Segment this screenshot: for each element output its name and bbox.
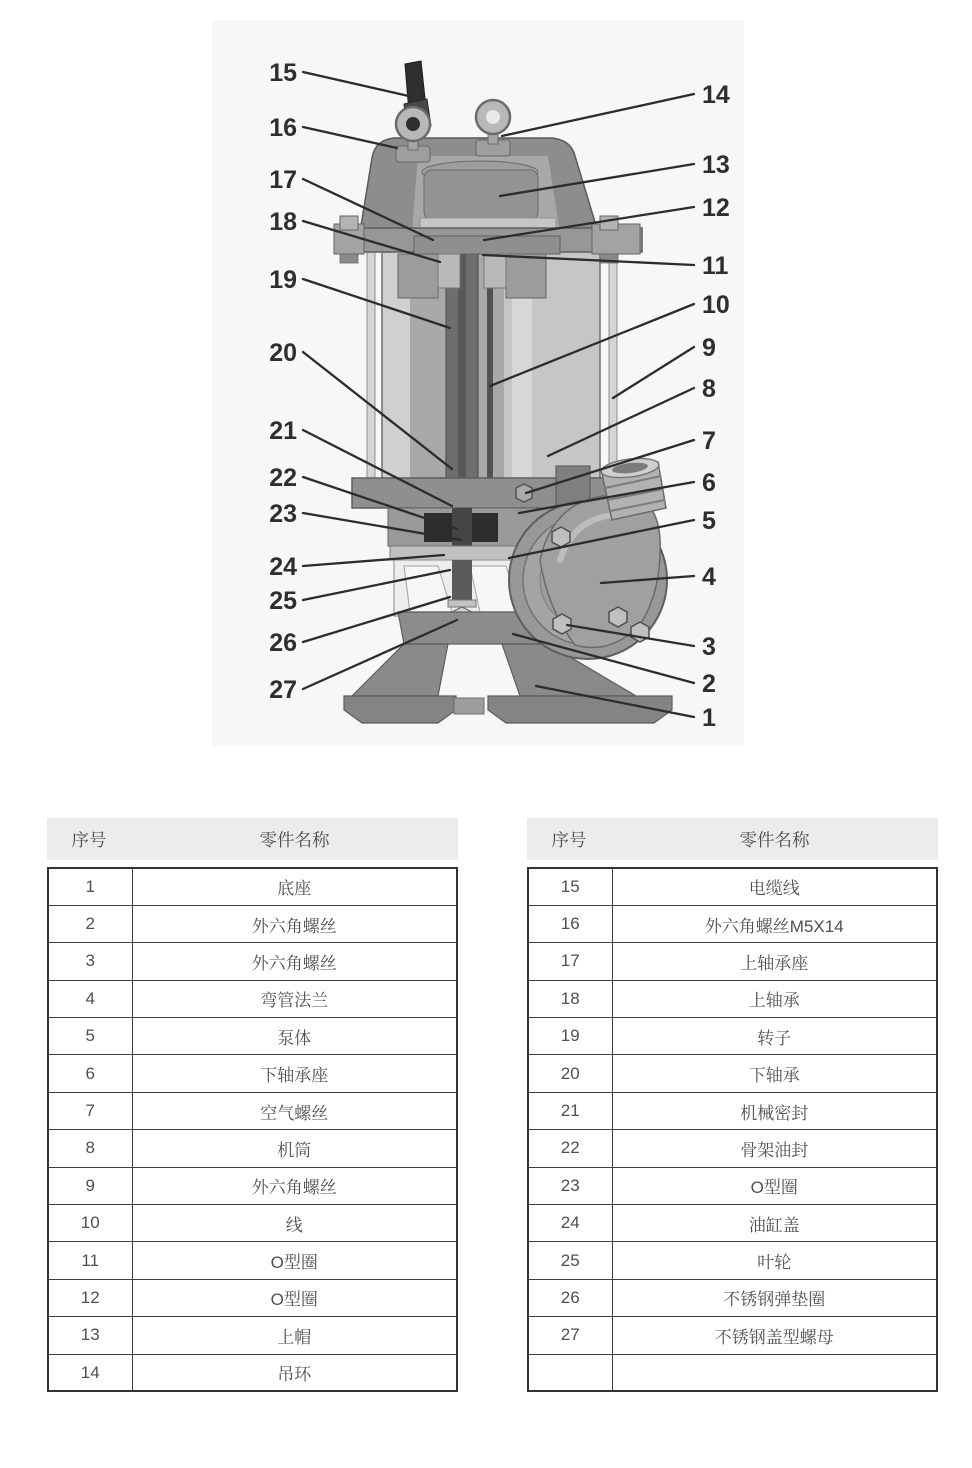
table-row	[528, 1279, 937, 1316]
part-name-cell: 骨架油封	[612, 1130, 937, 1167]
svg-text:14: 14	[702, 81, 730, 109]
part-name-cell: 外六角螺丝	[132, 943, 457, 980]
table-row	[528, 1092, 937, 1129]
part-name-cell: 外六角螺丝	[132, 905, 457, 942]
table-row	[48, 1279, 457, 1316]
part-number-cell: 27	[528, 1317, 612, 1354]
part-number-cell: 2	[48, 905, 132, 942]
svg-text:22: 22	[269, 464, 297, 492]
svg-text:10: 10	[702, 291, 730, 319]
table-row	[528, 905, 937, 942]
part-name-cell: 机筒	[132, 1130, 457, 1167]
part-name-cell: 泵体	[132, 1018, 457, 1055]
parts-table-right-header	[527, 818, 938, 860]
part-name-cell: 下轴承座	[132, 1055, 457, 1092]
part-number-cell: 20	[528, 1055, 612, 1092]
part-name-cell: 弯管法兰	[132, 980, 457, 1017]
svg-text:21: 21	[269, 417, 297, 445]
table-row	[48, 1167, 457, 1204]
table-row	[48, 1055, 457, 1092]
part-number-cell: 14	[48, 1354, 132, 1391]
parts-table-right-body	[527, 867, 938, 1392]
svg-text:11: 11	[702, 252, 729, 280]
part-name-cell: 油缸盖	[612, 1205, 937, 1242]
part-name-cell: 吊环	[132, 1354, 457, 1391]
part-number-cell: 11	[48, 1242, 132, 1279]
svg-text:5: 5	[702, 507, 716, 535]
part-name-cell: O型圈	[612, 1167, 937, 1204]
part-number-cell: 13	[48, 1317, 132, 1354]
table-row	[48, 905, 457, 942]
part-number-cell: 15	[528, 868, 612, 905]
parts-table-right	[527, 818, 938, 1392]
header-no: 序号	[551, 829, 587, 850]
part-number-cell: 12	[48, 1279, 132, 1316]
part-name-cell: 上轴承座	[612, 943, 937, 980]
table-row	[48, 943, 457, 980]
table-row	[528, 943, 937, 980]
svg-text:4: 4	[702, 563, 716, 591]
svg-text:27: 27	[269, 676, 297, 704]
svg-text:15: 15	[269, 59, 297, 87]
svg-text:9: 9	[702, 334, 716, 362]
part-name-cell: 转子	[612, 1018, 937, 1055]
svg-text:2: 2	[702, 670, 716, 698]
svg-text:3: 3	[702, 633, 716, 661]
table-row	[48, 1242, 457, 1279]
part-number-cell: 6	[48, 1055, 132, 1092]
svg-text:12: 12	[702, 194, 730, 222]
part-name-cell: 线	[132, 1205, 457, 1242]
part-name-cell: 上轴承	[612, 980, 937, 1017]
part-number-cell: 16	[528, 905, 612, 942]
part-name-cell: O型圈	[132, 1242, 457, 1279]
table-row	[528, 1317, 937, 1354]
part-name-cell: 底座	[132, 868, 457, 905]
parts-table-left	[47, 818, 458, 1392]
part-name-cell	[612, 1354, 937, 1391]
table-row	[48, 1092, 457, 1129]
part-number-cell: 24	[528, 1205, 612, 1242]
table-row	[48, 980, 457, 1017]
part-number-cell: 8	[48, 1130, 132, 1167]
svg-text:17: 17	[269, 166, 297, 194]
svg-text:6: 6	[702, 469, 716, 497]
table-row	[528, 1242, 937, 1279]
part-number-cell: 5	[48, 1018, 132, 1055]
table-row	[48, 1205, 457, 1242]
svg-text:26: 26	[269, 629, 297, 657]
svg-text:7: 7	[702, 427, 716, 455]
part-name-cell: 不锈钢弹垫圈	[612, 1279, 937, 1316]
part-name-cell: 外六角螺丝	[132, 1167, 457, 1204]
parts-table-left-header	[47, 818, 458, 860]
part-number-cell	[528, 1354, 612, 1391]
part-number-cell: 26	[528, 1279, 612, 1316]
part-number-cell: 22	[528, 1130, 612, 1167]
part-name-cell: 上帽	[132, 1317, 457, 1354]
spring-washer	[448, 600, 476, 607]
svg-text:24: 24	[269, 553, 297, 581]
part-number-cell: 9	[48, 1167, 132, 1204]
header-name: 零件名称	[739, 829, 810, 850]
svg-text:19: 19	[269, 266, 297, 294]
part-number-cell: 7	[48, 1092, 132, 1129]
part-number-cell: 3	[48, 943, 132, 980]
part-number-cell: 4	[48, 980, 132, 1017]
part-name-cell: 机械密封	[612, 1092, 937, 1129]
motor-wire	[487, 258, 493, 486]
part-name-cell: 下轴承	[612, 1055, 937, 1092]
part-number-cell: 18	[528, 980, 612, 1017]
part-number-cell: 17	[528, 943, 612, 980]
table-row	[48, 1018, 457, 1055]
header-name: 零件名称	[259, 829, 330, 850]
part-number-cell: 21	[528, 1092, 612, 1129]
part-name-cell: 外六角螺丝M5X14	[612, 905, 937, 942]
part-name-cell: 不锈钢盖型螺母	[612, 1317, 937, 1354]
table-row	[528, 1205, 937, 1242]
part-name-cell: O型圈	[132, 1279, 457, 1316]
part-number-cell: 19	[528, 1018, 612, 1055]
table-row	[528, 868, 937, 905]
table-row	[48, 1317, 457, 1354]
svg-text:13: 13	[702, 151, 730, 179]
parts-table-left-body	[47, 867, 458, 1392]
header-no: 序号	[71, 829, 107, 850]
table-row	[48, 1354, 457, 1391]
svg-text:1: 1	[702, 704, 716, 732]
part-number-cell: 25	[528, 1242, 612, 1279]
svg-text:20: 20	[269, 339, 297, 367]
table-row	[528, 1018, 937, 1055]
part-name-cell: 空气螺丝	[132, 1092, 457, 1129]
table-row	[528, 1130, 937, 1167]
part-name-cell: 叶轮	[612, 1242, 937, 1279]
table-row	[528, 1167, 937, 1204]
svg-text:23: 23	[269, 500, 297, 528]
table-row	[528, 980, 937, 1017]
table-row	[528, 1354, 937, 1391]
part-name-cell: 电缆线	[612, 868, 937, 905]
svg-text:25: 25	[269, 587, 297, 615]
svg-text:8: 8	[702, 375, 716, 403]
part-number-cell: 23	[528, 1167, 612, 1204]
table-row	[528, 1055, 937, 1092]
svg-text:18: 18	[269, 208, 297, 236]
part-number-cell: 1	[48, 868, 132, 905]
part-number-cell: 10	[48, 1205, 132, 1242]
svg-text:16: 16	[269, 114, 297, 142]
table-row	[48, 868, 457, 905]
table-row	[48, 1130, 457, 1167]
